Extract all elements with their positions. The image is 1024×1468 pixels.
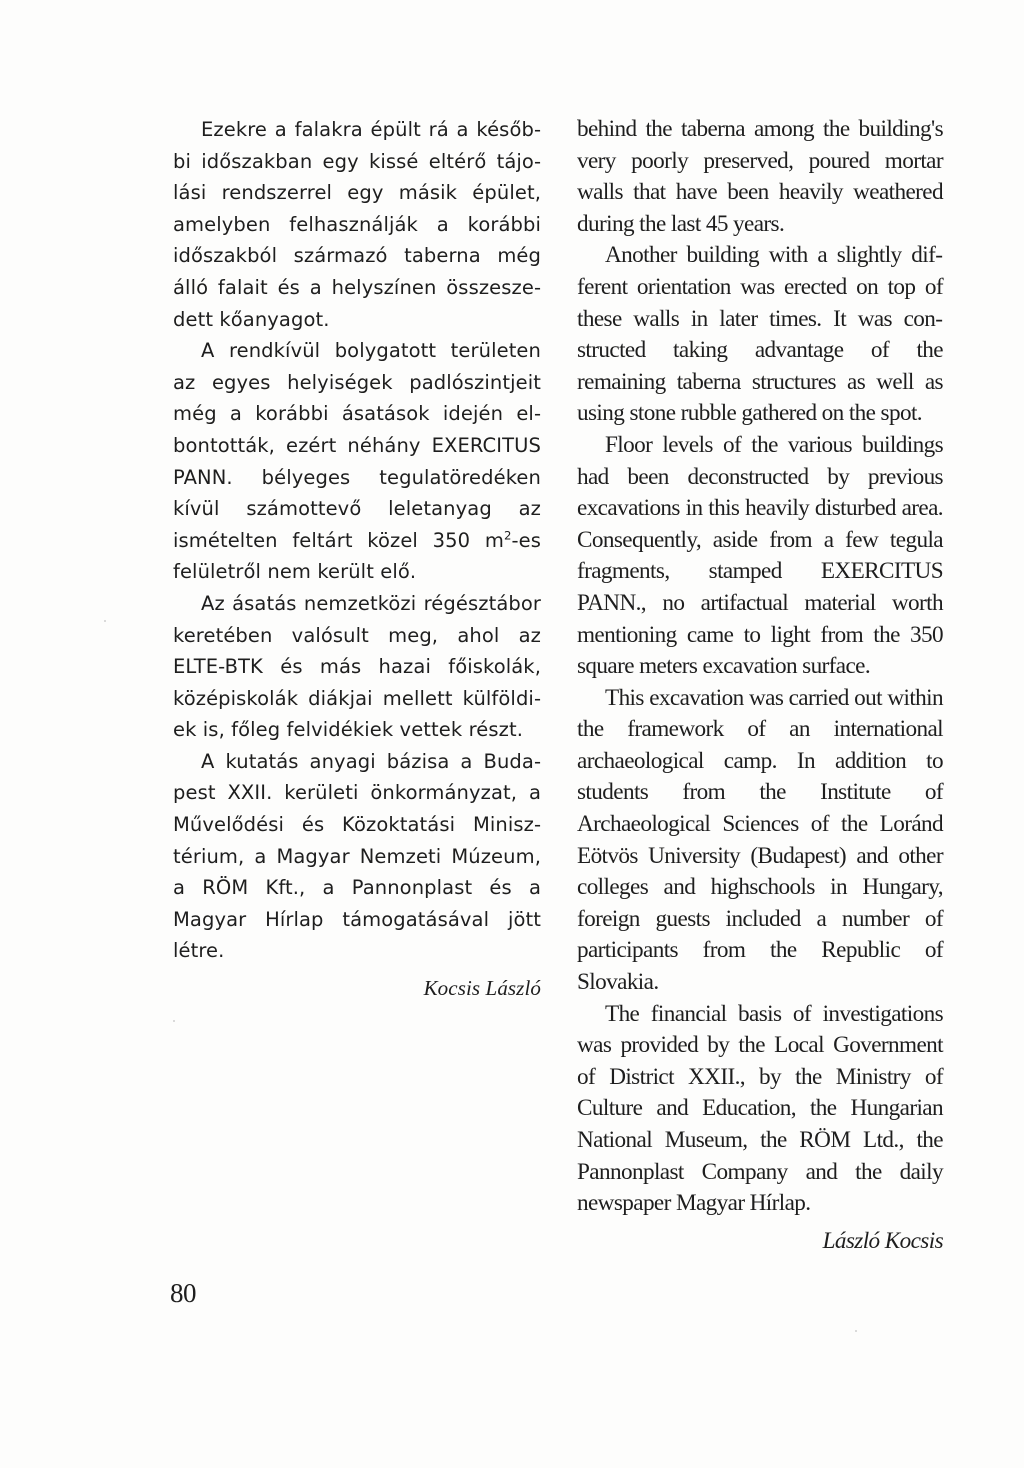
hungarian-paragraph-1: Ezekre a falakra épült rá a későbbi időszakban egy kissé eltérő tájolási rendszerrel egy másik épület, amelyben felhasználják a korábbi időszakból származó taberna még álló falait és a helyszínen összeszedett kőanyagot. xyxy=(173,118,541,331)
english-paragraph-3: Floor levels of the various buildings had been deconstructed by previous excavations in this heavily disturbed area. Consequently, aside from a few tegula fragments, stamped EXERCITUS PANN., no artifactual material worth mentioning came to light from the 350 square meters excavation surface. xyxy=(577,431,943,680)
hungarian-paragraph-2 xyxy=(173,335,541,588)
scan-speck xyxy=(104,620,106,622)
superscript-2: 2 xyxy=(503,528,512,543)
hungarian-signature: Kocsis László xyxy=(423,976,541,1001)
scan-speck xyxy=(855,1330,857,1332)
hungarian-paragraph-2-text: A rendkívül bolygatott területen az egyes helyiségek padlószintjeit még a korábbi ásatások idején elbontották, ezért néhány EXERCITUS PANN. bélyeges tegulatöredéken kívül számottevő leletanyag az ismételten feltárt közel 350 m xyxy=(173,339,541,552)
page-number: 80 xyxy=(170,1278,196,1308)
hungarian-column xyxy=(173,114,541,1005)
english-paragraph-4: This excavation was carried out within the framework of an international archaeological camp. In addition to students from the Institute of Archaeological Sciences of the Loránd Eötvös University (Budapest) and other colleges and highschools in Hungary, foreign guests included a number of participants from the Republic of Slovakia. xyxy=(577,684,943,996)
english-paragraph-2: Another building with a slightly different orientation was erected on top of these walls in later times. It was constructed taking advantage of the remaining taberna structures as well as using stone rubble gathered on the spot. xyxy=(577,242,943,427)
english-paragraph-1: behind the taberna among the building's very poorly preserved, poured mortar walls that have been heavily weathered during the last 45 years. xyxy=(577,116,943,237)
hungarian-paragraph-2-tail: -es felületről nem került elő. xyxy=(173,528,541,584)
hungarian-paragraph-4: A kutatás anyagi bázisa a Budapest XXII. kerületi önkormányzat, a Művelődési és Közoktatási Minisztérium, a Magyar Nemzeti Múzeum, a RÖM Kft., a Pannonplast és a Magyar Hírlap támogatásával jött létre. xyxy=(173,749,541,963)
english-column xyxy=(577,114,943,1257)
scan-speck xyxy=(173,1020,175,1022)
english-paragraph-5: The financial basis of investigations was provided by the Local Government of District XXII., by the Ministry of Culture and Education, the Hungarian National Museum, the RÖM Ltd., the Pannonplast Company and the daily newspaper Magyar Hírlap. xyxy=(577,1000,943,1217)
hungarian-paragraph-3: Az ásatás nemzetközi régésztábor keretében valósult meg, ahol az ELTE-BTK és más hazai főiskolák, középiskolák diákjai mellett külföldiek is, főleg felvidékiek vettek részt. xyxy=(173,591,541,742)
english-signature: László Kocsis xyxy=(822,1227,943,1254)
